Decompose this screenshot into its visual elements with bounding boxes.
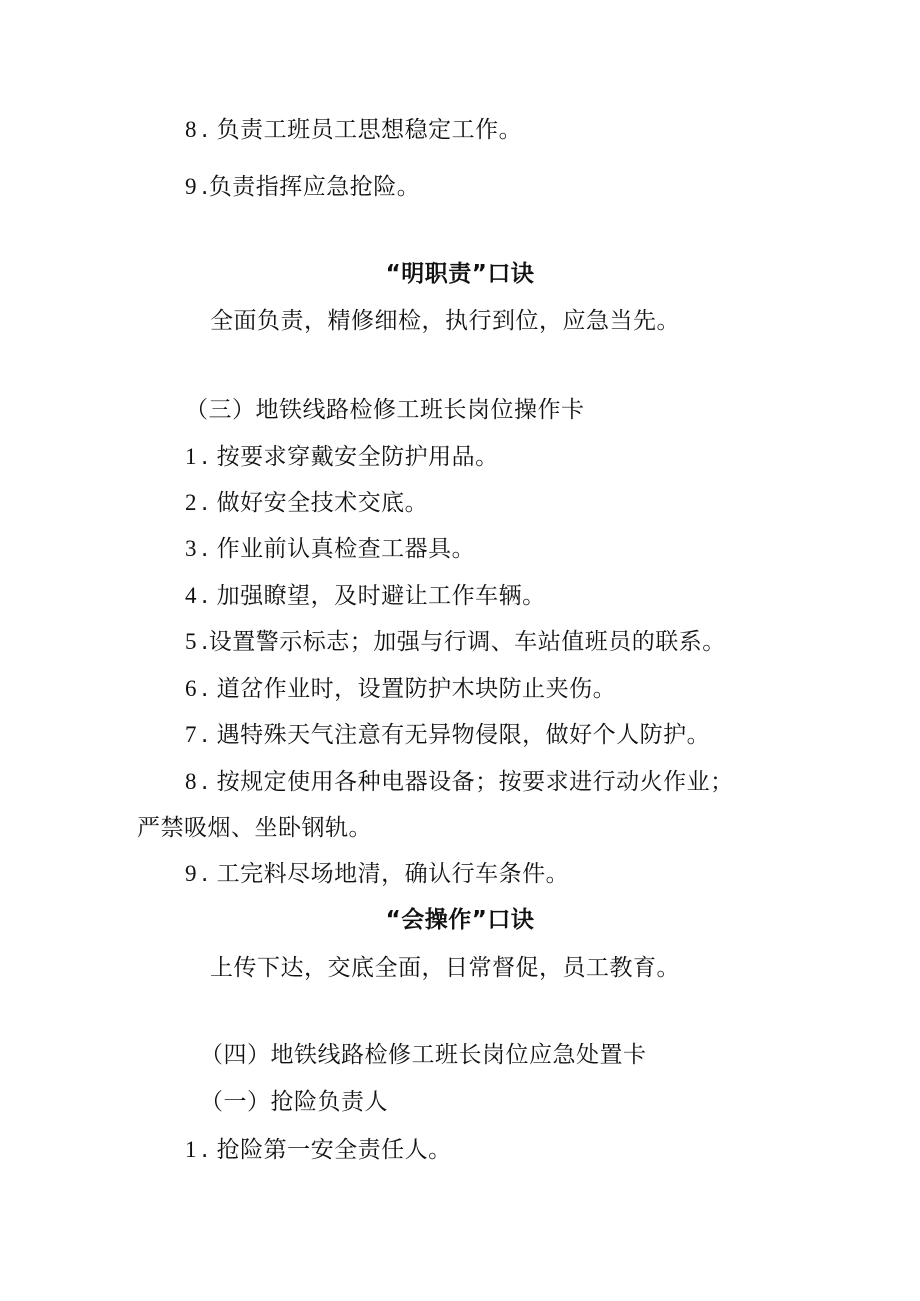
emergency-section-title: （一）抢险负责人 bbox=[200, 1089, 388, 1115]
item-text: .设置警示标志；加强与行调、车站值班员的联系。 bbox=[201, 629, 726, 655]
op-item-8 bbox=[185, 767, 734, 797]
item-text: . 抢险第一安全责任人。 bbox=[201, 1137, 452, 1163]
item-number: 6 bbox=[185, 676, 197, 701]
item-number: 7 bbox=[185, 722, 197, 747]
item-text: . 工完料尽场地清，确认行车条件。 bbox=[201, 861, 570, 887]
item-text: . 道岔作业时，设置防护木块防止夹伤。 bbox=[201, 676, 617, 702]
item-number: 9 bbox=[185, 861, 197, 886]
emergency-card-title: （四）地铁线路检修工班长岗位应急处置卡 bbox=[200, 1042, 647, 1068]
item-text: . 作业前认真检查工器具。 bbox=[201, 536, 476, 562]
op-item-8-continued bbox=[137, 813, 372, 843]
item-text: . 遇特殊天气注意有无异物侵限，做好个人防护。 bbox=[201, 722, 711, 748]
op-item-2 bbox=[185, 488, 428, 518]
item-number: 2 bbox=[185, 490, 197, 515]
duties-heading: “明职责”口诀 bbox=[385, 261, 535, 287]
item-text: .负责指挥应急抢险。 bbox=[201, 174, 421, 200]
emergency-item-1 bbox=[185, 1135, 452, 1165]
op-card-title: （三）地铁线路检修工班长岗位操作卡 bbox=[185, 397, 585, 423]
op-item-1 bbox=[185, 442, 499, 472]
op-slogan: 上传下达，交底全面，日常督促，员工教育。 bbox=[210, 955, 680, 981]
item-text: . 按规定使用各种电器设备；按要求进行动火作业； bbox=[201, 769, 734, 795]
item-number: 8 bbox=[185, 117, 197, 142]
item-number: 4 bbox=[185, 583, 197, 608]
op-item-5 bbox=[185, 627, 726, 657]
item-text: . 加强瞭望，及时避让工作车辆。 bbox=[201, 583, 546, 609]
op-item-9 bbox=[185, 859, 569, 889]
item-number: 1 bbox=[185, 444, 197, 469]
op-heading: “会操作”口诀 bbox=[385, 907, 535, 933]
item-number: 8 bbox=[185, 769, 197, 794]
item-number: 5 bbox=[185, 629, 197, 654]
item-text: . 做好安全技术交底。 bbox=[201, 490, 429, 516]
item-text: . 按要求穿戴安全防护用品。 bbox=[201, 444, 499, 470]
item-text: 严禁吸烟、坐卧钢轨。 bbox=[137, 815, 372, 841]
duties-slogan: 全面负责，精修细检，执行到位，应急当先。 bbox=[210, 308, 680, 334]
duty-item-8 bbox=[185, 115, 522, 145]
item-number: 1 bbox=[185, 1137, 197, 1162]
op-item-4 bbox=[185, 581, 546, 611]
item-text: . 负责工班员工思想稳定工作。 bbox=[201, 117, 523, 143]
item-number: 3 bbox=[185, 536, 197, 561]
duty-item-9 bbox=[185, 172, 420, 202]
item-number: 9 bbox=[185, 174, 197, 199]
op-item-3 bbox=[185, 534, 475, 564]
op-item-7 bbox=[185, 720, 710, 750]
op-item-6 bbox=[185, 674, 616, 704]
